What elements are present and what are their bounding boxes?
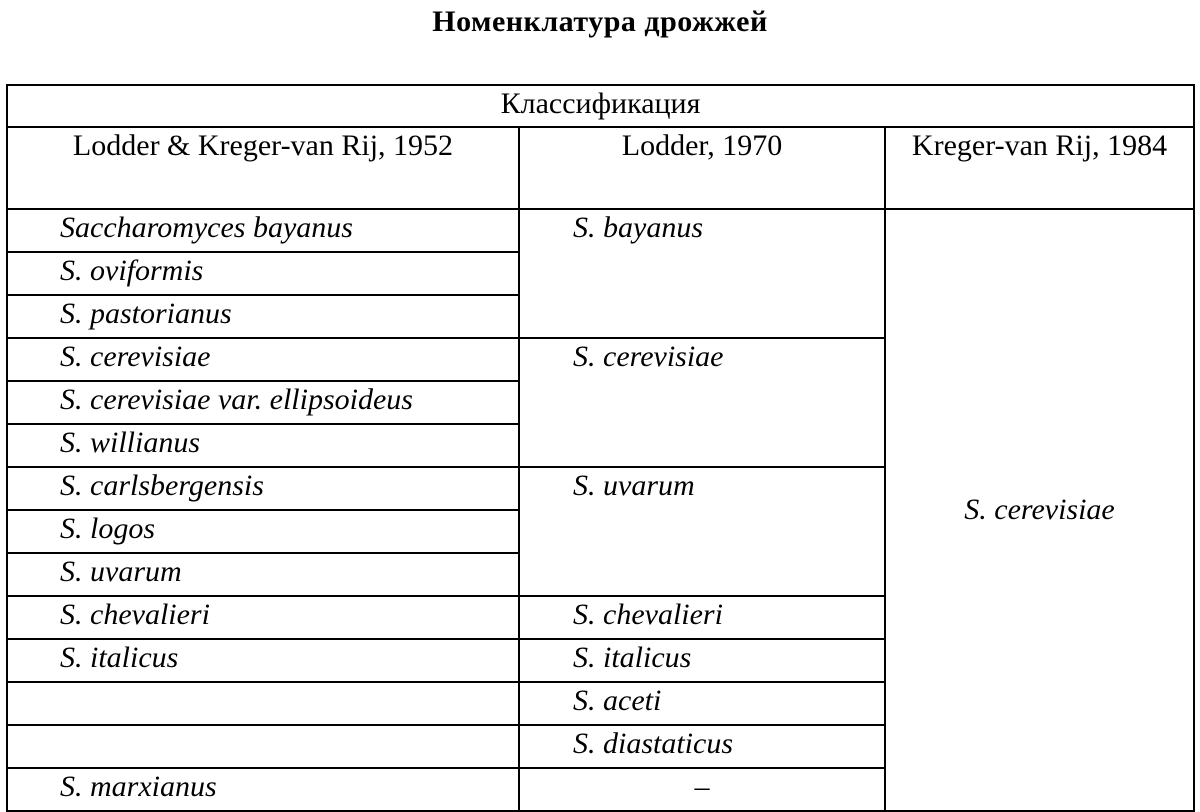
cell-1970: S. uvarum [519, 467, 885, 596]
cell-1952: Saccharomyces bayanus [7, 209, 519, 252]
cell-1952: S. cerevisiae var. ellipsoideus [7, 381, 519, 424]
cell-1952: S. pastorianus [7, 295, 519, 338]
cell-1952: S. carlsbergensis [7, 467, 519, 510]
cell-1970: S. cerevisiae [519, 338, 885, 467]
cell-1952: S. uvarum [7, 553, 519, 596]
column-header-1970: Lodder, 1970 [519, 127, 885, 209]
cell-1970: S. diastaticus [519, 725, 885, 768]
cell-1952: S. marxianus [7, 768, 519, 811]
cell-1952 [7, 682, 519, 725]
table-row [7, 209, 1194, 252]
cell-1970: S. aceti [519, 682, 885, 725]
column-header-1952: Lodder & Kreger-van Rij, 1952 [7, 127, 519, 209]
document-title: Номенклатура дрожжей [432, 5, 768, 38]
cell-1952: S. logos [7, 510, 519, 553]
cell-1952: S. chevalieri [7, 596, 519, 639]
cell-1952: S. oviformis [7, 252, 519, 295]
cell-1970: S. chevalieri [519, 596, 885, 639]
column-header-row [7, 127, 1194, 209]
classification-row [7, 85, 1194, 127]
cell-1952: S. italicus [7, 639, 519, 682]
nomenclature-table [6, 84, 1195, 812]
classification-header: Классификация [7, 85, 1194, 127]
cell-1970: S. italicus [519, 639, 885, 682]
cell-1970: – [519, 768, 885, 811]
cell-1984: S. cerevisiae [885, 209, 1194, 811]
cell-1952 [7, 725, 519, 768]
column-header-1984: Kreger-van Rij, 1984 [885, 127, 1194, 209]
cell-1952: S. willianus [7, 424, 519, 467]
cell-1952: S. cerevisiae [7, 338, 519, 381]
cell-1970: S. bayanus [519, 209, 885, 338]
